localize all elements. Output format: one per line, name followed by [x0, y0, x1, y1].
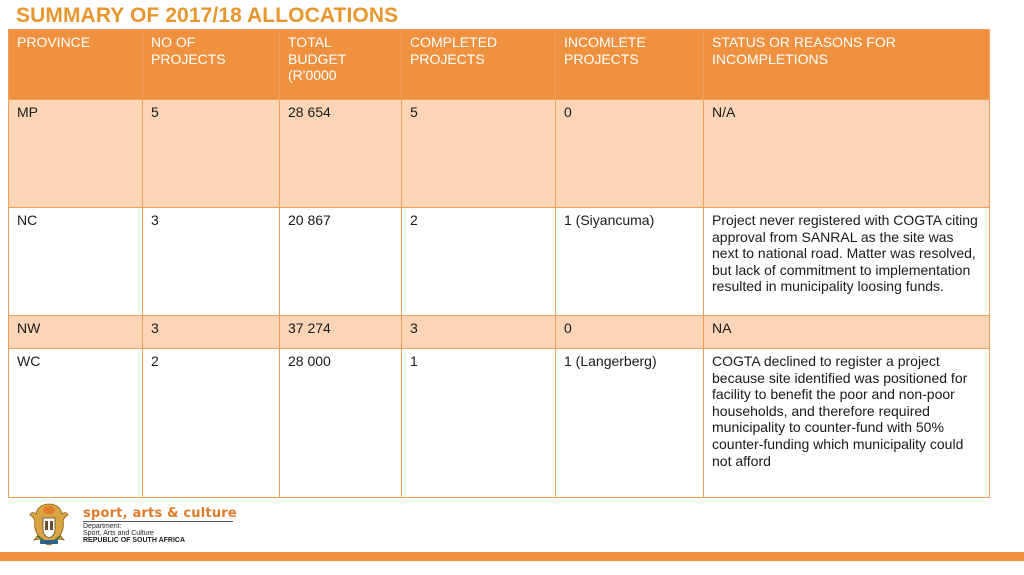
cell-total-budget: 28 000 — [280, 349, 402, 498]
cell-total-budget: 20 867 — [280, 208, 402, 316]
header-total-budget: TOTAL BUDGET (R'0000 — [280, 30, 402, 100]
table-row — [9, 208, 990, 316]
cell-incomplete: 0 — [556, 100, 704, 208]
cell-status: Project never registered with COGTA citing approval from SANRAL as the site was next to national road. Matter was resolved, but lack of commitment to implementation resulted in municipality loosing funds. — [704, 208, 990, 316]
cell-completed: 3 — [402, 316, 556, 349]
cell-province: MP — [9, 100, 143, 208]
department-brand: sport, arts & culture — [83, 506, 237, 521]
cell-incomplete: 1 (Siyancuma) — [556, 208, 704, 316]
cell-status: NA — [704, 316, 990, 349]
cell-no-of-projects: 3 — [143, 208, 280, 316]
table-row — [9, 100, 990, 208]
cell-completed: 1 — [402, 349, 556, 498]
cell-province: NC — [9, 208, 143, 316]
cell-status: COGTA declined to register a project because site identified was positioned for facility to benefit the poor and non-poor households, and therefore required municipality to counter-fund with 50% counter-funding which municipality could not afford — [704, 349, 990, 498]
cell-completed: 2 — [402, 208, 556, 316]
cell-province: NW — [9, 316, 143, 349]
coat-of-arms-icon — [26, 500, 72, 548]
bottom-accent-bar — [0, 552, 1024, 561]
department-label: Department: — [83, 523, 122, 530]
cell-status: N/A — [704, 100, 990, 208]
header-province: PROVINCE — [9, 30, 143, 100]
table-row — [9, 316, 990, 349]
table-header-row — [9, 30, 990, 100]
cell-no-of-projects: 3 — [143, 316, 280, 349]
page-title: SUMMARY OF 2017/18 ALLOCATIONS — [16, 4, 399, 27]
cell-no-of-projects: 5 — [143, 100, 280, 208]
country-name: REPUBLIC OF SOUTH AFRICA — [83, 537, 186, 544]
cell-total-budget: 37 274 — [280, 316, 402, 349]
allocations-table — [8, 29, 990, 498]
cell-total-budget: 28 654 — [280, 100, 402, 208]
cell-no-of-projects: 2 — [143, 349, 280, 498]
header-incomplete-projects: INCOMLETE PROJECTS — [556, 30, 704, 100]
cell-incomplete: 1 (Langerberg) — [556, 349, 704, 498]
table-row — [9, 349, 990, 498]
header-status-reasons: STATUS OR REASONS FOR INCOMPLETIONS — [704, 30, 990, 100]
brand-divider — [83, 521, 233, 522]
cell-completed: 5 — [402, 100, 556, 208]
department-name: Sport, Arts and Culture — [83, 530, 154, 537]
cell-incomplete: 0 — [556, 316, 704, 349]
cell-province: WC — [9, 349, 143, 498]
header-completed-projects: COMPLETED PROJECTS — [402, 30, 556, 100]
header-no-of-projects: NO OF PROJECTS — [143, 30, 280, 100]
